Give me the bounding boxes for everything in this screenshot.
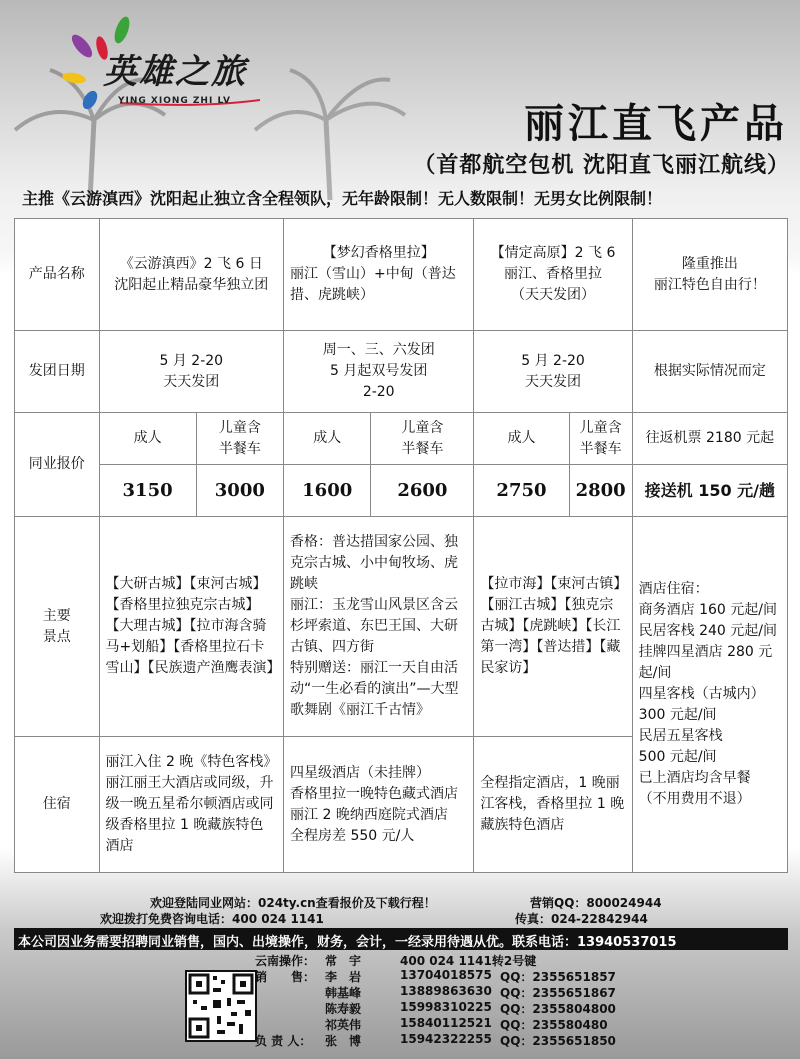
row-label-date: 发团日期 bbox=[15, 331, 100, 413]
contact-qq: QQ：2355651857 bbox=[500, 970, 616, 984]
extra-price-bottom: 接送机 150 元/趟 bbox=[632, 465, 787, 517]
qr-code-icon bbox=[187, 972, 255, 1040]
product-1-child-label: 儿童含 半餐车 bbox=[196, 413, 283, 465]
contact-role: 销 售： bbox=[255, 970, 316, 984]
product-3-adult-label: 成人 bbox=[474, 413, 569, 465]
table-row-prices bbox=[15, 465, 788, 517]
row-label-name: 产品名称 bbox=[15, 219, 100, 331]
product-3-name bbox=[474, 219, 632, 331]
contact-qq: QQ：2355804800 bbox=[500, 1002, 616, 1016]
footer-hotline: 欢迎拨打免费咨询电话：400 024 1141 bbox=[100, 912, 324, 926]
product-1-spots: 【大研古城】【束河古城】【香格里拉独克宗古城】【大理古城】【拉市海含骑马+划船】【香格里拉石卡雪山】【民族遗产渔鹰表演】 bbox=[99, 517, 284, 737]
product-1-hotel: 丽江入住 2 晚《特色客栈》丽江丽王大酒店或同级，升级一晚五星希尔顿酒店或同级香格里拉 1 晚藏族特色酒店 bbox=[99, 737, 284, 873]
contact-phone: 15942322255 bbox=[400, 1032, 492, 1046]
contact-name: 李 岩 bbox=[325, 970, 362, 984]
product-3-name-line1: 【情定高原】2 飞 6 bbox=[490, 245, 616, 261]
extra-price-top: 往返机票 2180 元起 bbox=[632, 413, 787, 465]
table-row-spots bbox=[15, 517, 788, 737]
contact-phone: 13889863630 bbox=[400, 984, 492, 998]
contact-name: 陈寿毅 bbox=[325, 1002, 362, 1016]
product-2-hotel: 四星级酒店（未挂牌） 香格里拉一晚特色藏式酒店 丽江 2 晚纳西庭院式酒店 全程房差 550 元/人 bbox=[284, 737, 474, 873]
product-3-name-line2: 丽江、香格里拉 （天天发团） bbox=[504, 266, 603, 303]
product-2-child-price: 2600 bbox=[371, 465, 474, 517]
row-label-price: 同业报价 bbox=[15, 413, 100, 517]
product-1-adult-label: 成人 bbox=[99, 413, 196, 465]
contact-role: 云南操作： bbox=[255, 954, 316, 968]
product-2-name-line1: 【梦幻香格里拉】 bbox=[322, 245, 435, 261]
product-3-child-price: 2800 bbox=[569, 465, 632, 517]
contact-name: 张 博 bbox=[325, 1034, 362, 1048]
row-label-spots: 主要 景点 bbox=[15, 517, 100, 737]
footer-fax: 传真：024-22842944 bbox=[515, 912, 648, 926]
brand-name: 英雄之旅 bbox=[103, 52, 247, 92]
contact-name: 韩基峰 bbox=[325, 986, 362, 1000]
product-2-name-line2: 丽江（雪山）+中甸（普达措、虎跳峡） bbox=[290, 266, 456, 303]
product-1-date: 5 月 2-20 天天发团 bbox=[99, 331, 284, 413]
brand-pinyin: YING XIONG ZHI LV bbox=[118, 96, 231, 106]
qr-code bbox=[185, 970, 257, 1042]
contact-phone: 400 024 1141转2号键 bbox=[400, 954, 537, 968]
footer-marketing-qq: 营销QQ：800024944 bbox=[530, 896, 662, 910]
extra-date: 根据实际情况而定 bbox=[632, 331, 787, 413]
product-3-hotel: 全程指定酒店，1 晚丽江客栈，香格里拉 1 晚藏族特色酒店 bbox=[474, 737, 632, 873]
product-1-name-line1: 《云游滇西》2 飞 6 日 bbox=[119, 255, 263, 272]
contact-role: 负 责 人： bbox=[255, 1034, 312, 1048]
product-1-adult-price: 3150 bbox=[99, 465, 196, 517]
contact-qq: QQ：2355651850 bbox=[500, 1034, 616, 1048]
product-2-child-label: 儿童含 半餐车 bbox=[371, 413, 474, 465]
product-2-date: 周一、三、六发团 5 月起双号发团 2-20 bbox=[284, 331, 474, 413]
promo-banner: 主推《云游滇西》沈阳起止独立含全程领队，无年龄限制！无人数限制！无男女比例限制！ bbox=[22, 189, 663, 208]
product-3-adult-price: 2750 bbox=[474, 465, 569, 517]
contact-phone: 15998310225 bbox=[400, 1000, 492, 1014]
row-label-hotel: 住宿 bbox=[15, 737, 100, 873]
table-row-price-labels bbox=[15, 413, 788, 465]
extra-hotel: 酒店住宿： 商务酒店 160 元起/间 民居客栈 240 元起/间 挂牌四星酒店 280 元起/间 四星客栈（古城内）300 元起/间 民居五星客栈 500 元起/间 已上酒店均含早餐 （不用费用不退） bbox=[632, 517, 787, 873]
product-1-name-line2: 沈阳起止精品豪华独立团 bbox=[114, 276, 269, 293]
contact-name: 常 宇 bbox=[325, 954, 362, 968]
product-3-child-label: 儿童含 半餐车 bbox=[569, 413, 632, 465]
product-2-adult-label: 成人 bbox=[284, 413, 371, 465]
product-3-spots: 【拉市海】【束河古镇】【丽江古城】【独克宗古城】【虎跳峡】【长江第一湾】【普达措】【藏民家访】 bbox=[474, 517, 632, 737]
page-title: 丽江直飞产品 bbox=[524, 101, 788, 147]
contact-qq: QQ：235580480 bbox=[500, 1018, 608, 1032]
product-3-date: 5 月 2-20 天天发团 bbox=[474, 331, 632, 413]
recruit-banner: 本公司因业务需要招聘同业销售，国内、出境操作，财务，会计，一经录用待遇从优。联系电话：13940537015 bbox=[14, 928, 788, 950]
product-2-adult-price: 1600 bbox=[284, 465, 371, 517]
contact-phone: 13704018575 bbox=[400, 968, 492, 982]
table-row-dates bbox=[15, 331, 788, 413]
page-subtitle: （首都航空包机 沈阳直飞丽江航线） bbox=[413, 153, 790, 178]
extra-name: 隆重推出 丽江特色自由行！ bbox=[632, 219, 787, 331]
contact-qq: QQ：2355651867 bbox=[500, 986, 616, 1000]
product-2-spots: 香格：普达措国家公园、独克宗古城、小中甸牧场、虎跳峡 丽江：玉龙雪山风景区含云杉坪索道、东巴王国、大研古镇、四方街 特别赠送：丽江一天自由活动“一生必看的演出”—大型歌舞剧《丽江千古情》 bbox=[284, 517, 474, 737]
product-1-name bbox=[99, 219, 284, 331]
contact-name: 祁英伟 bbox=[325, 1018, 362, 1032]
table-row-product-name bbox=[15, 219, 788, 331]
product-2-name bbox=[284, 219, 474, 331]
contact-phone: 15840112521 bbox=[400, 1016, 492, 1030]
product-table bbox=[14, 218, 788, 873]
product-1-child-price: 3000 bbox=[196, 465, 283, 517]
footer-website: 欢迎登陆同业网站：024ty.cn查看报价及下载行程！ bbox=[150, 896, 436, 910]
